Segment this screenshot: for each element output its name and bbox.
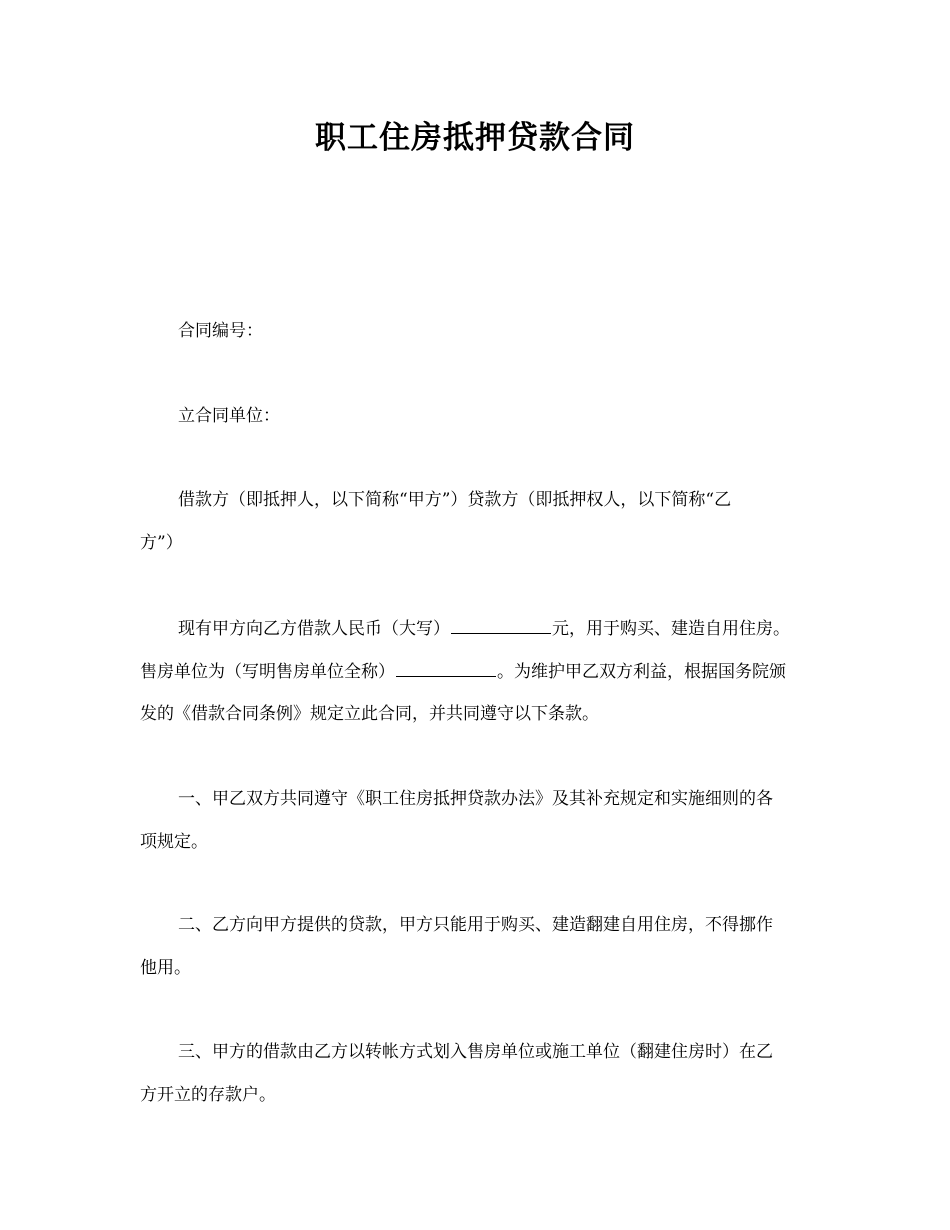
contracting-unit-label: 立合同单位： [178, 406, 280, 426]
intro-line-3: 发的《借款合同条例》规定立此合同，并共同遵守以下条款。 [140, 704, 599, 724]
clause-3-line-2: 方开立的存款户。 [140, 1085, 276, 1105]
intro-line-1 [178, 617, 790, 640]
clause-1-line-1: 一、甲乙双方共同遵守《职工住房抵押贷款办法》及其补充规定和实施细则的各 [178, 789, 773, 809]
parties-line-1: 借款方（即抵押人，以下简称“甲方”）贷款方（即抵押权人，以下简称“乙 [178, 490, 732, 510]
loan-amount-blank [451, 617, 551, 634]
intro-line-1-text-b: 元，用于购买、建造自用住房。 [552, 619, 790, 639]
intro-line-2-text-a: 售房单位为（写明售房单位全称） [140, 662, 395, 682]
seller-name-blank [396, 660, 496, 677]
clause-3-line-1: 三、甲方的借款由乙方以转帐方式划入售房单位或施工单位（翻建住房时）在乙 [178, 1042, 773, 1062]
clause-2-line-2: 他用。 [140, 958, 191, 978]
clause-1-line-2: 项规定。 [140, 832, 208, 852]
intro-line-1-text-a: 现有甲方向乙方借款人民币（大写） [178, 619, 450, 639]
intro-line-2-text-b: 。为维护甲乙双方利益，根据国务院颁 [497, 662, 786, 682]
contract-number-label: 合同编号： [178, 321, 263, 341]
clause-2-line-1: 二、乙方向甲方提供的贷款，甲方只能用于购买、建造翻建自用住房，不得挪作 [178, 915, 773, 935]
document-title: 职工住房抵押贷款合同 [315, 120, 635, 156]
intro-line-2 [140, 660, 786, 683]
parties-line-2: 方”） [140, 533, 183, 553]
